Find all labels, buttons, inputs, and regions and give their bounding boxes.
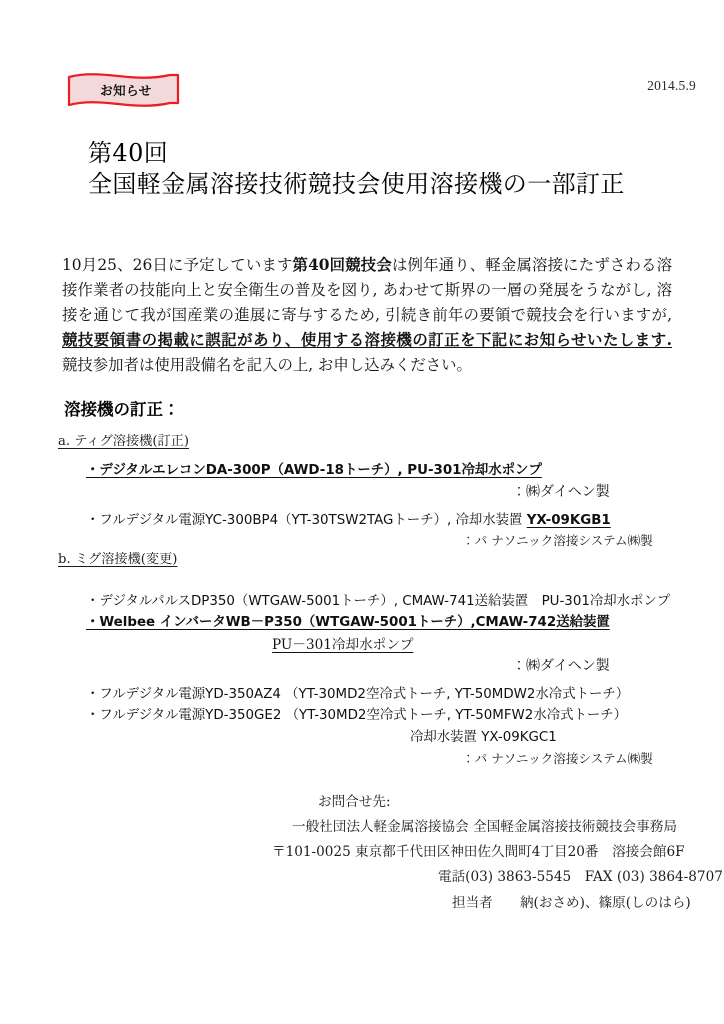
intro-paragraph [62,253,672,378]
intro-part-5: 競技参加者は使用設備名を記入の上, お申し込みください。 [62,356,472,375]
footer-address: 〒101-0025 東京都千代田区神田佐久間町4丁目20番 溶接会館6F [272,844,685,861]
section-heading-corrections: 溶接機の訂正： [64,400,180,419]
maker-label-b4: ：パ ナソニック溶接システム㈱製 [462,751,653,766]
equipment-item-b2-continuation: PU－301冷却水ポンプ [272,637,414,653]
equipment-item-b2: ・Welbee インバータWB－P350（WTGAW-5001トーチ）,CMAW-742送給装置 [86,615,610,630]
intro-part-1: 10月25、26日に予定しています [62,256,293,275]
footer-organization: 一般社団法人軽金属溶接協会 全国軽金属溶接技術競技会事務局 [292,819,677,836]
footer-contact-label: お問合せ先: [318,794,391,810]
notice-ribbon-banner [66,72,184,108]
equipment-item-b4: ・フルデジタル電源YD-350GE2 （YT-30MD2空冷式トーチ, YT-50MFW2水冷式トーチ） [86,708,628,723]
document-footer [0,790,724,916]
maker-label-a2: ：パ ナソニック溶接システム㈱製 [462,533,653,548]
maker-label-a1: ：㈱ダイヘン製 [512,484,610,500]
cooling-unit-label: 冷却水装置 [410,730,482,745]
footer-person-in-charge: 担当者 納(おさめ)、篠原(しのはら) [452,894,691,911]
title-line-1: 第40回 [88,139,169,167]
equipment-item-b1: ・デジタルパルスDP350（WTGAW-5001トーチ）, CMAW-741送給装置 PU-301冷却水ポンプ [86,594,671,609]
equipment-item-b3: ・フルデジタル電源YD-350AZ4 （YT-30MD2空冷式トーチ, YT-50MDW2水冷式トーチ） [86,687,630,702]
notice-ribbon-label: お知らせ [100,83,152,98]
document-header [0,68,724,116]
intro-correction-notice: 競技要領書の掲載に誤記があり、使用する溶接機の訂正を下記にお知らせいたします. [62,331,672,350]
footer-phone: 電話(03) 3863-5545 FAX (03) 3864-8707 [438,869,723,886]
cooling-unit-model: YX-09KGC1 [481,730,557,745]
maker-label-b2: ：㈱ダイヘン製 [512,658,610,674]
cooling-unit-b4 [410,726,557,745]
title-line-2: 全国軽金属溶接技術競技会使用溶接機の一部訂正 [88,169,625,198]
subsection-heading-mig: b. ミグ溶接機(変更) [58,552,178,567]
intro-competition-name: 第40回競技会 [292,256,392,275]
equipment-item-a2-model: YX-09KGB1 [526,513,611,528]
document-date: 2014.5.9 [647,78,696,93]
document-title [88,138,688,199]
equipment-item-a1: ・デジタルエレコンDA-300P（AWD-18トーチ）, PU-301冷却水ポンプ [86,463,542,478]
equipment-item-a2-text: ・フルデジタル電源YC-300BP4（YT-30TSW2TAGトーチ）, 冷却水装置 [86,513,527,528]
equipment-item-a2 [86,509,611,528]
intro-part-3: は例年通り、軽金属溶接にたずさわる溶接作業者の技能向上と安全衛生の普及を図り, あわせて斯界の一層の発展をうながし, 溶接を通じて我が国産業の進展に寄与するため, 引続き前年の要領で競技会を行いますが, [62,256,672,325]
subsection-heading-tig: a. ティグ溶接機(訂正) [58,434,189,449]
